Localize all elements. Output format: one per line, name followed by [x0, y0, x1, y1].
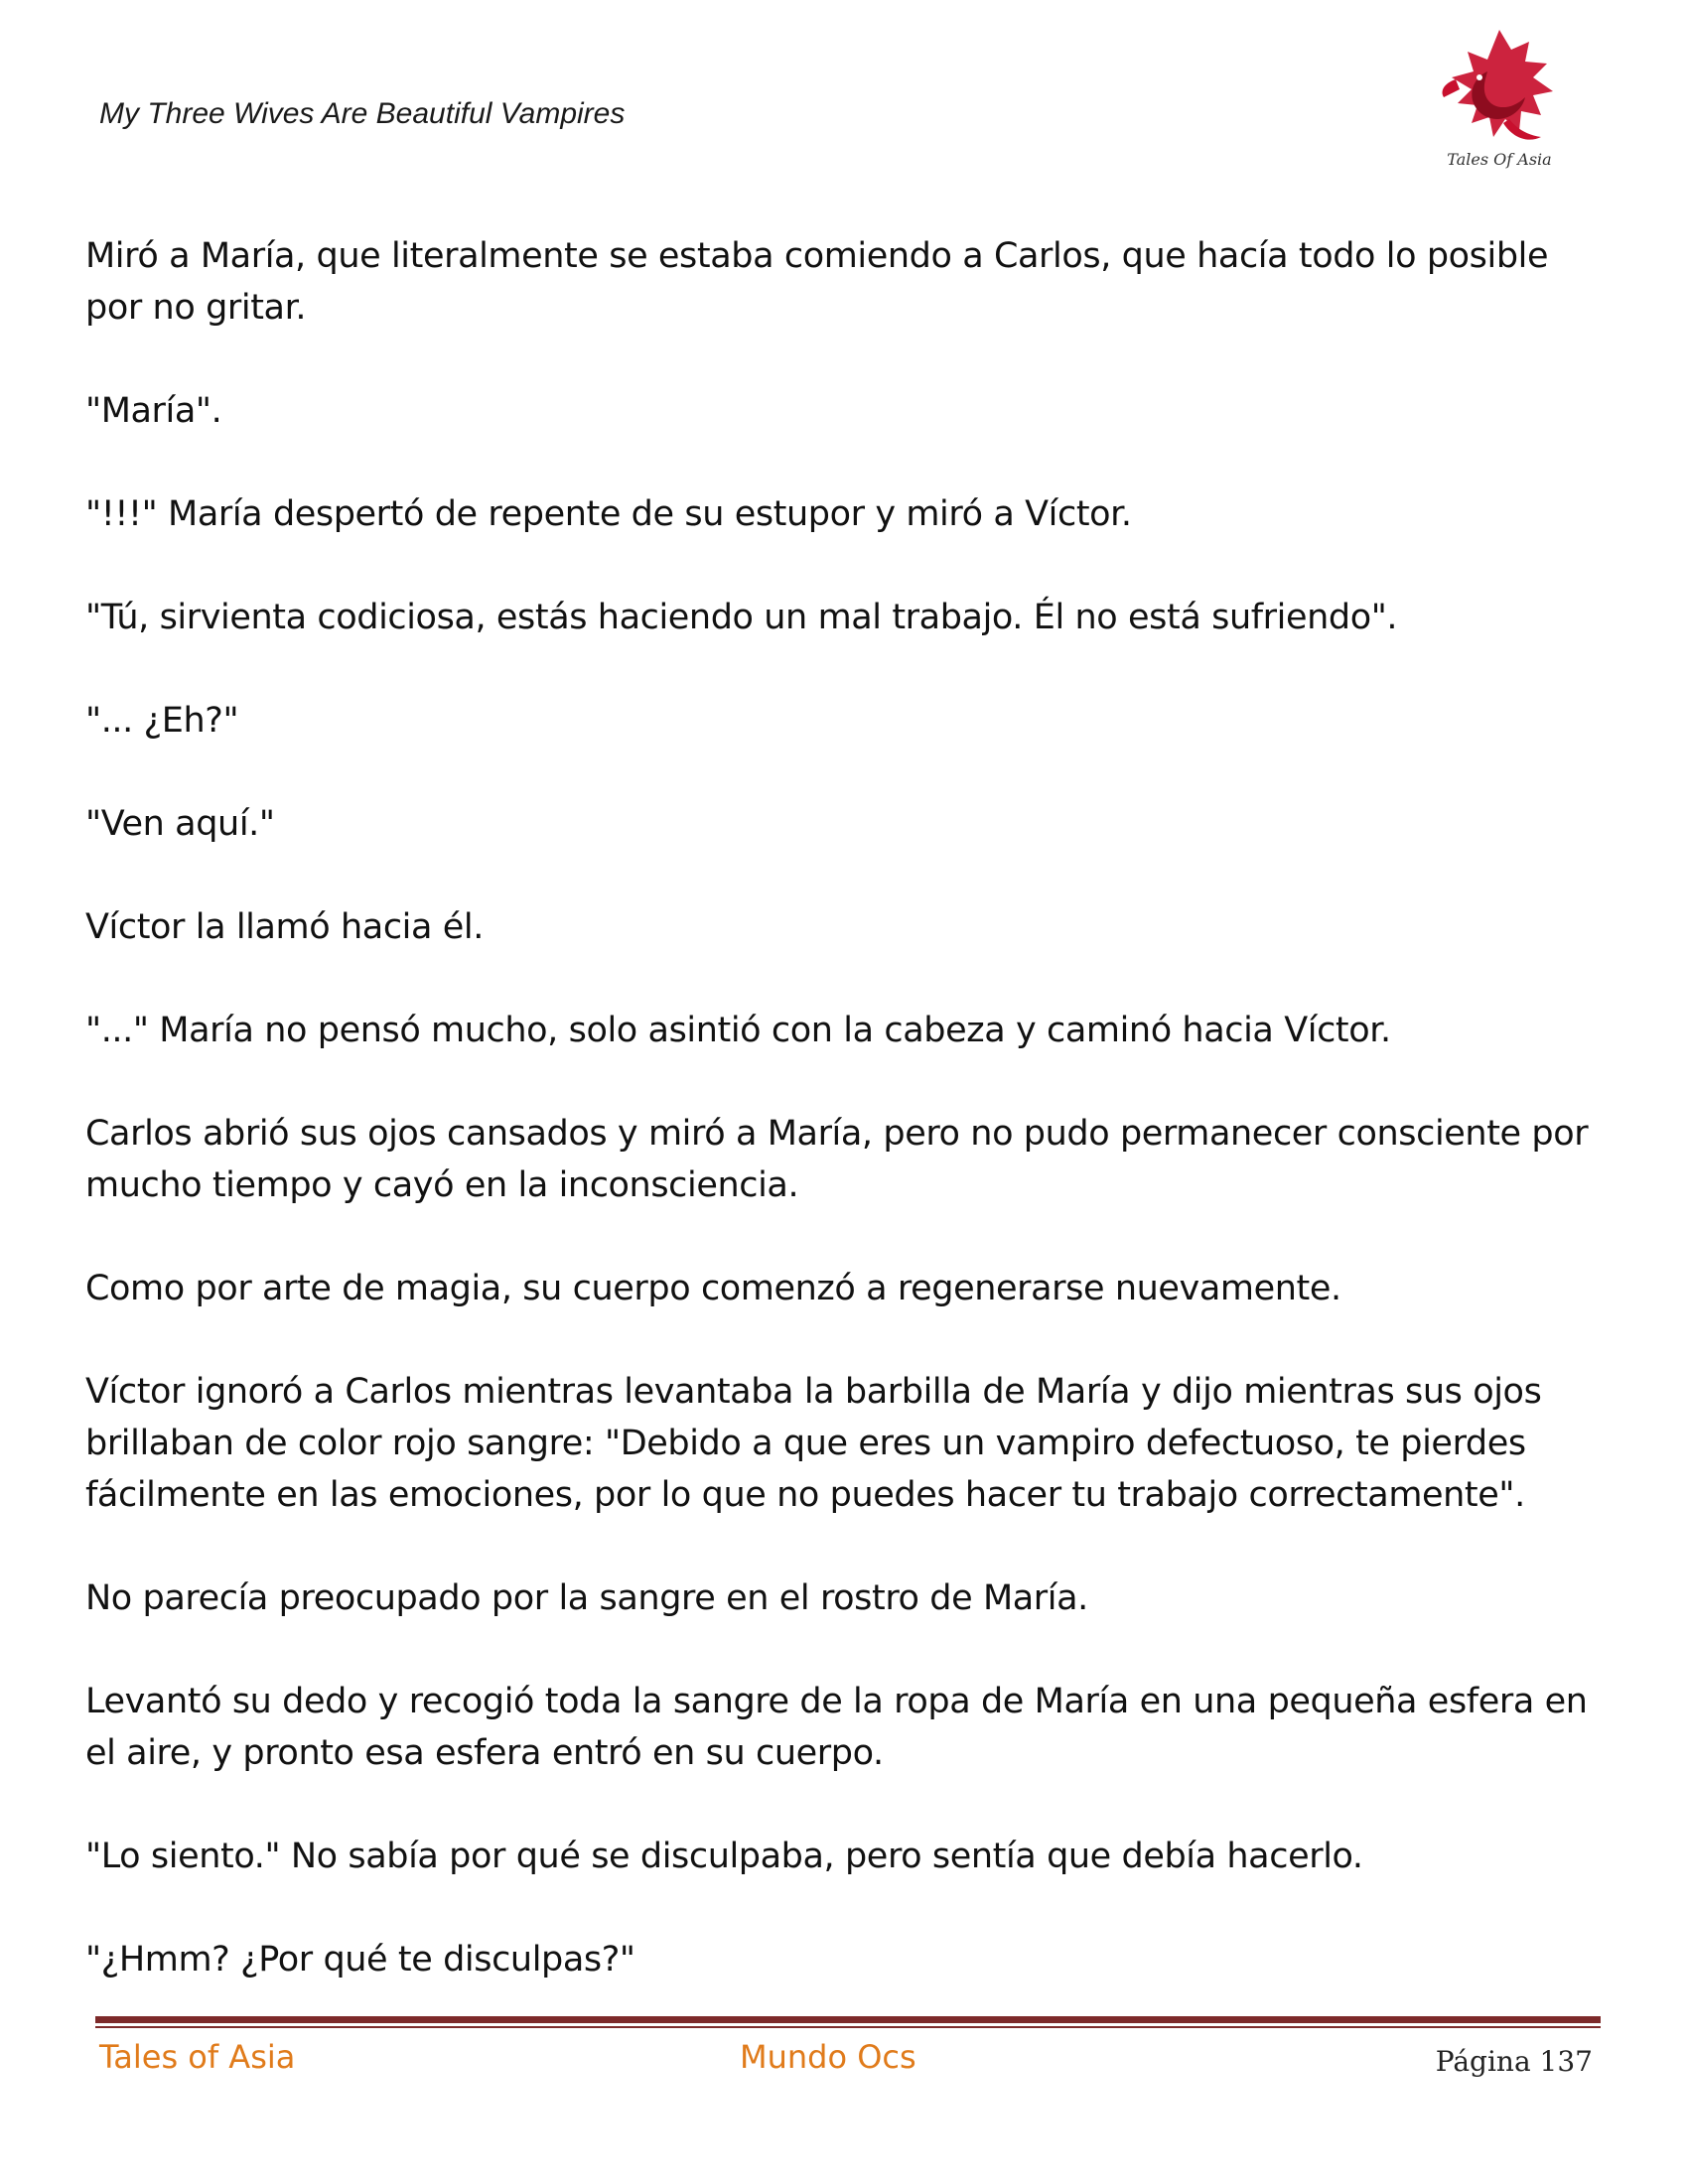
- tales-of-asia-logo: [1430, 20, 1569, 179]
- page-number: Página 137: [1435, 2045, 1593, 2078]
- red-dragon-icon: [1430, 20, 1569, 179]
- paragraph: Miró a María, que literalmente se estaba comiendo a Carlos, que hacía todo lo posible por no gritar.: [85, 236, 1549, 328]
- paragraph: "..." María no pensó mucho, solo asintió con la cabeza y caminó hacia Víctor.: [85, 1011, 1391, 1050]
- paragraph: "!!!" María despertó de repente de su estupor y miró a Víctor.: [85, 494, 1132, 534]
- document-header-title: My Three Wives Are Beautiful Vampires: [99, 97, 626, 130]
- paragraph: "Tú, sirvienta codiciosa, estás haciendo un mal trabajo. Él no está sufriendo".: [85, 598, 1398, 637]
- paragraph: "¿Hmm? ¿Por qué te disculpas?": [85, 1940, 635, 1979]
- paragraph: No parecía preocupado por la sangre en el rostro de María.: [85, 1578, 1088, 1618]
- paragraph: Como por arte de magia, su cuerpo comenzó a regenerarse nuevamente.: [85, 1269, 1341, 1308]
- footer-divider: [95, 2016, 1601, 2028]
- paragraph: Levantó su dedo y recogió toda la sangre de la ropa de María en una pequeña esfera en el aire, y pronto esa esfera entró en su cuerpo.: [85, 1682, 1588, 1773]
- footer-site-name: Tales of Asia: [99, 2038, 296, 2076]
- paragraph: "Ven aquí.": [85, 804, 275, 844]
- logo-text: Tales Of Asia: [1447, 150, 1552, 169]
- footer-collection-name: Mundo Ocs: [740, 2038, 916, 2076]
- paragraph: Carlos abrió sus ojos cansados y miró a María, pero no pudo permanecer consciente por mucho tiempo y cayó en la inconsciencia.: [85, 1114, 1589, 1205]
- paragraph: "... ¿Eh?": [85, 701, 239, 741]
- paragraph: "María".: [85, 391, 222, 431]
- paragraph: Víctor ignoró a Carlos mientras levantaba la barbilla de María y dijo mientras sus ojos brillaban de color rojo sangre: "Debido a que eres un vampiro defectuoso, te pierdes fácilmente en las emociones, por lo que no puedes hacer tu trabajo correctamente".: [85, 1372, 1542, 1515]
- paragraph: Víctor la llamó hacia él.: [85, 907, 484, 947]
- document-body: [85, 230, 1615, 2037]
- paragraph: "Lo siento." No sabía por qué se disculpaba, pero sentía que debía hacerlo.: [85, 1837, 1363, 1876]
